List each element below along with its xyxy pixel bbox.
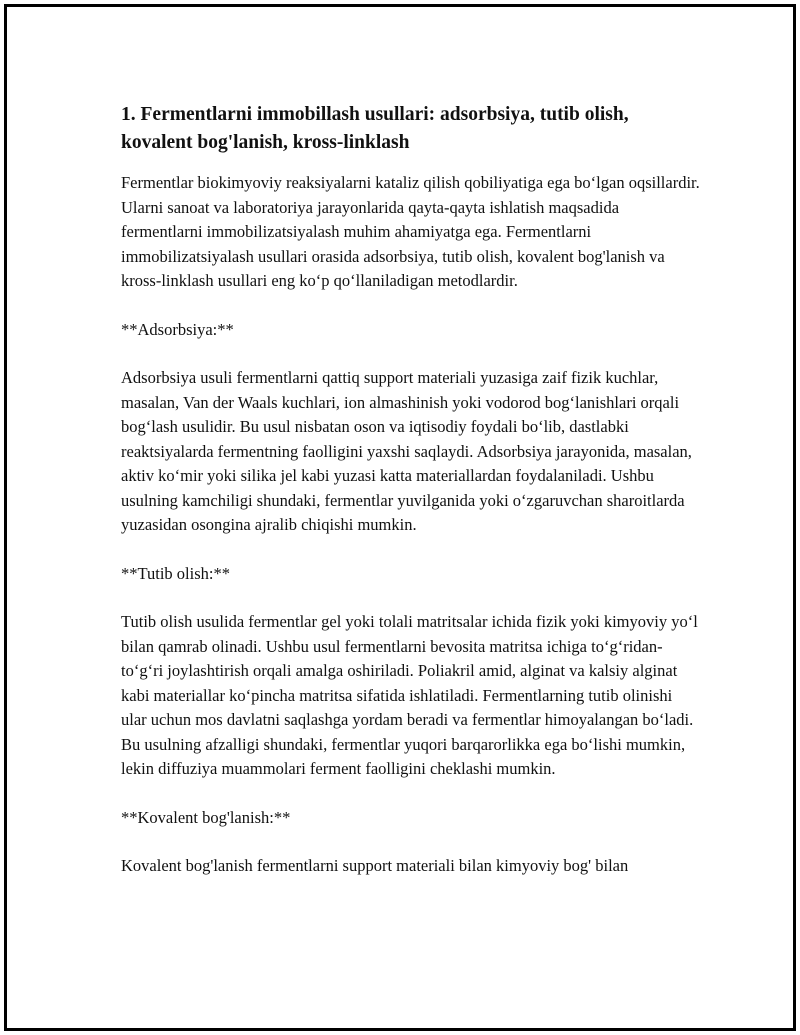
section-text-adsorbsiya: Adsorbsiya usuli fermentlarni qattiq support materiali yuzasiga zaif fizik kuchlar, masalan, Van der Waals kuchlari, ion almashinish yoki vodorod bog‘lanishlari orqali bog‘lash usulidir. Bu usul nisbatan oson va iqtisodiy foydali bo‘lib, dastlabki reaktsiyalarda fermentning faolligini yaxshi saqlaydi. Adsorbsiya jarayonida, masalan, aktiv ko‘mir yoki silika jel kabi yuzasi katta materiallardan foydalaniladi. Ushbu usulning kamchiligi shundaki, fermentlar yuvilganida yoki o‘zgaruvchan sharoitlarda yuzasidan osongina ajralib chiqishi mumkin. (121, 368, 692, 534)
document-title: 1. Fermentlarni immobillash usullari: adsorbsiya, tutib olish, kovalent bog'lanish, kross-linklash (121, 104, 629, 153)
section-text-kovalent: Kovalent bog'lanish fermentlarni support materiali bilan kimyoviy bog' bilan (121, 856, 629, 875)
section-heading-adsorbsiya: **Adsorbsiya:** (121, 319, 234, 339)
section-heading-kovalent: **Kovalent bog'lanish:** (121, 807, 291, 827)
section-text-tutib-olish: Tutib olish usulida fermentlar gel yoki tolali matritsalar ichida fizik yoki kimyoviy yo‘l bilan qamrab olinadi. Ushbu usul fermentlarni bevosita matritsa ichiga to‘g‘ridan-to‘g‘ri joylashtirish orqali amalga oshiriladi. Poliakril amid, alginat va kalsiy alginat kabi materiallar ko‘pincha matritsa sifatida ishlatiladi. Fermentlarning tutib olinishi ular uchun mos davlatni saqlashga yordam beradi va fermentlar himoyalangan bo‘ladi. Bu usulning afzalligi shundaki, fermentlar yuqori barqarorlikka ega bo‘lishi mumkin, lekin diffuziya muammolari ferment faolligini cheklashi mumkin. (121, 612, 698, 778)
document-body (121, 101, 701, 903)
intro-paragraph: Fermentlar biokimyoviy reaksiyalarni kataliz qilish qobiliyatiga ega bo‘lgan oqsillardir. Ularni sanoat va laboratoriya jarayonlarida qayta-qayta ishlatish maqsadida fermentlarni immobilizatsiyalash muhim ahamiyatga ega. Fermentlarni immobilizatsiyalash usullari orasida adsorbsiya, tutib olish, kovalent bog'lanish va kross-linklash usullari eng ko‘p qo‘llaniladigan metodlardir. (121, 173, 700, 290)
section-heading-tutib-olish: **Tutib olish:** (121, 563, 230, 583)
page-frame (4, 4, 796, 1031)
